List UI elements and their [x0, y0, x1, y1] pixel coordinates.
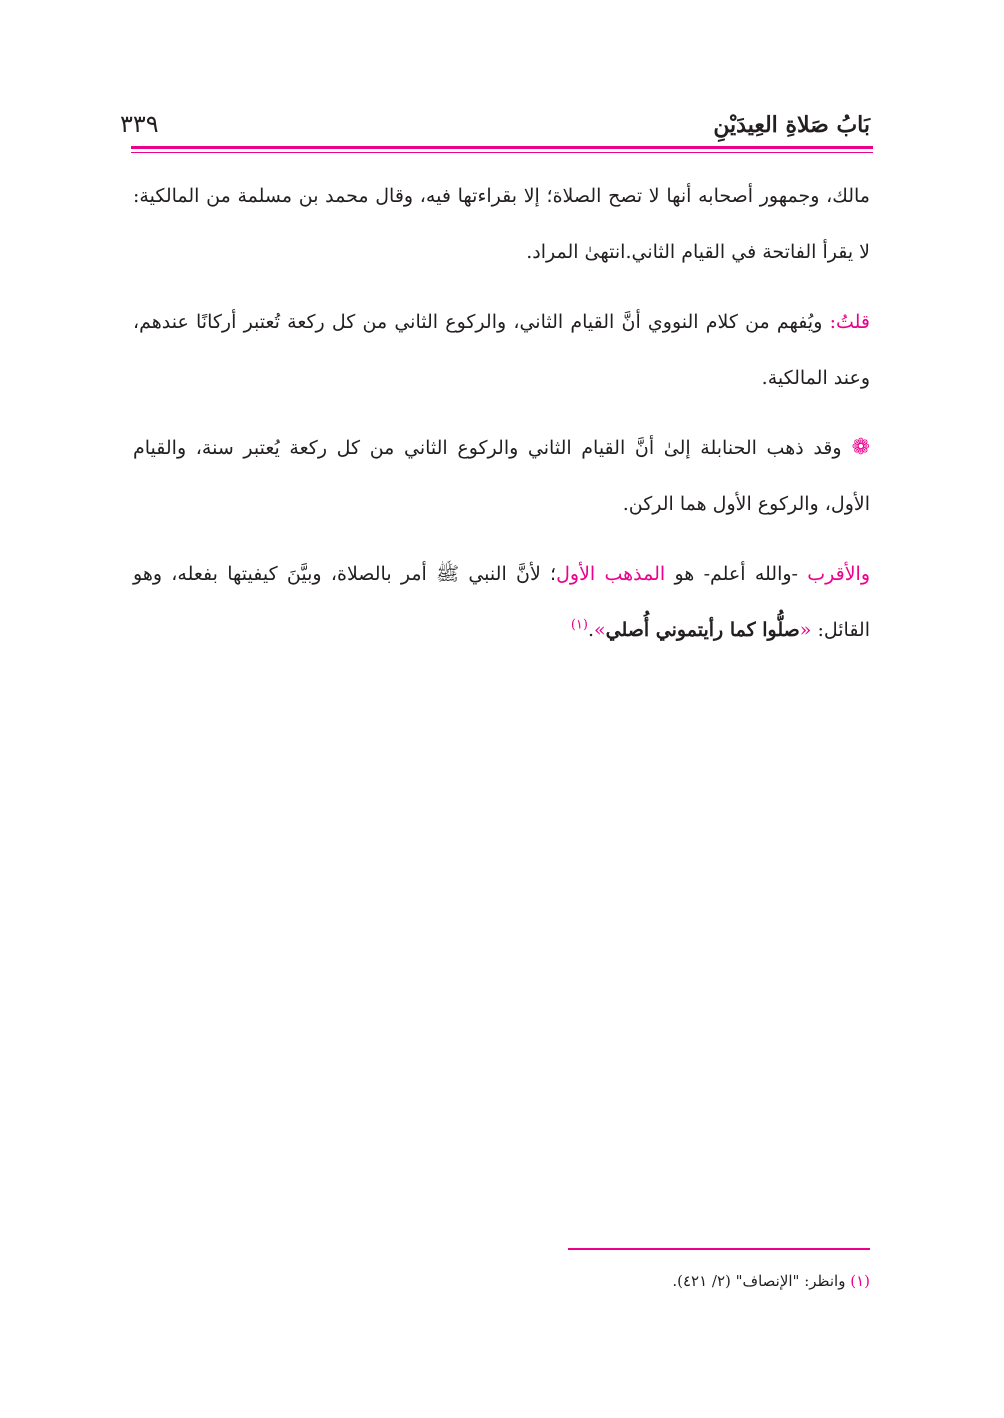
flower-bullet-icon: ❁: [851, 435, 870, 460]
qultu-label: قلتُ:: [829, 311, 870, 333]
footnote-reference[interactable]: (١): [570, 617, 588, 633]
paragraph-3: [133, 420, 870, 532]
paragraph-4: [133, 546, 870, 658]
paragraph-2: [133, 294, 870, 406]
footnote-text: وانظر: "الإنصاف" (٢/ ٤٢١).: [672, 1272, 851, 1290]
aqrab-label: والأقرب: [807, 563, 870, 585]
paragraph-1-text: مالك، وجمهور أصحابه أنها لا تصح الصلاة؛ إلا بقراءتها فيه، وقال محمد بن مسلمة من المالكية: لا يقرأ الفاتحة في القيام الثاني.انتهىٰ المراد.: [133, 185, 870, 263]
paragraph-3-text: وقد ذهب الحنابلة إلىٰ أنَّ القيام الثاني والركوع الثاني من كل ركعة يُعتبر سنة، والقيام الأول، والركوع الأول هما الركن.: [133, 437, 870, 515]
paragraph-4-text-a: -والله أعلم- هو: [665, 563, 808, 585]
paragraph-2-text: ويُفهم من كلام النووي أنَّ القيام الثاني، والركوع الثاني من كل ركعة تُعتبر أركانًا عندهم، وعند المالكية.: [133, 311, 870, 389]
footnote-number: (١): [850, 1272, 870, 1290]
chapter-title: بَابُ صَلاةِ العِيدَيْنِ: [713, 112, 870, 138]
paragraph-4-text-b: ؛ لأنَّ النبي ﷺ أمر بالصلاة، وبيَّنَ كيفيتها بفعله، وهو القائل:: [133, 563, 870, 641]
quote-close: »: [594, 619, 606, 641]
header-rule-thin: [131, 152, 873, 153]
footnote: [672, 1272, 870, 1290]
first-madhhab-highlight: المذهب الأول: [556, 563, 666, 585]
paragraph-4-end: .: [587, 619, 595, 641]
page-number: ٣٣٩: [120, 110, 159, 138]
footnote-separator: [568, 1248, 870, 1250]
quote-open: «: [799, 619, 812, 641]
body-text: [133, 168, 870, 672]
paragraph-1: [133, 168, 870, 280]
header-rule-thick: [131, 146, 873, 149]
hadith-text: صلُّوا كما رأيتموني أُصلي: [605, 619, 800, 641]
